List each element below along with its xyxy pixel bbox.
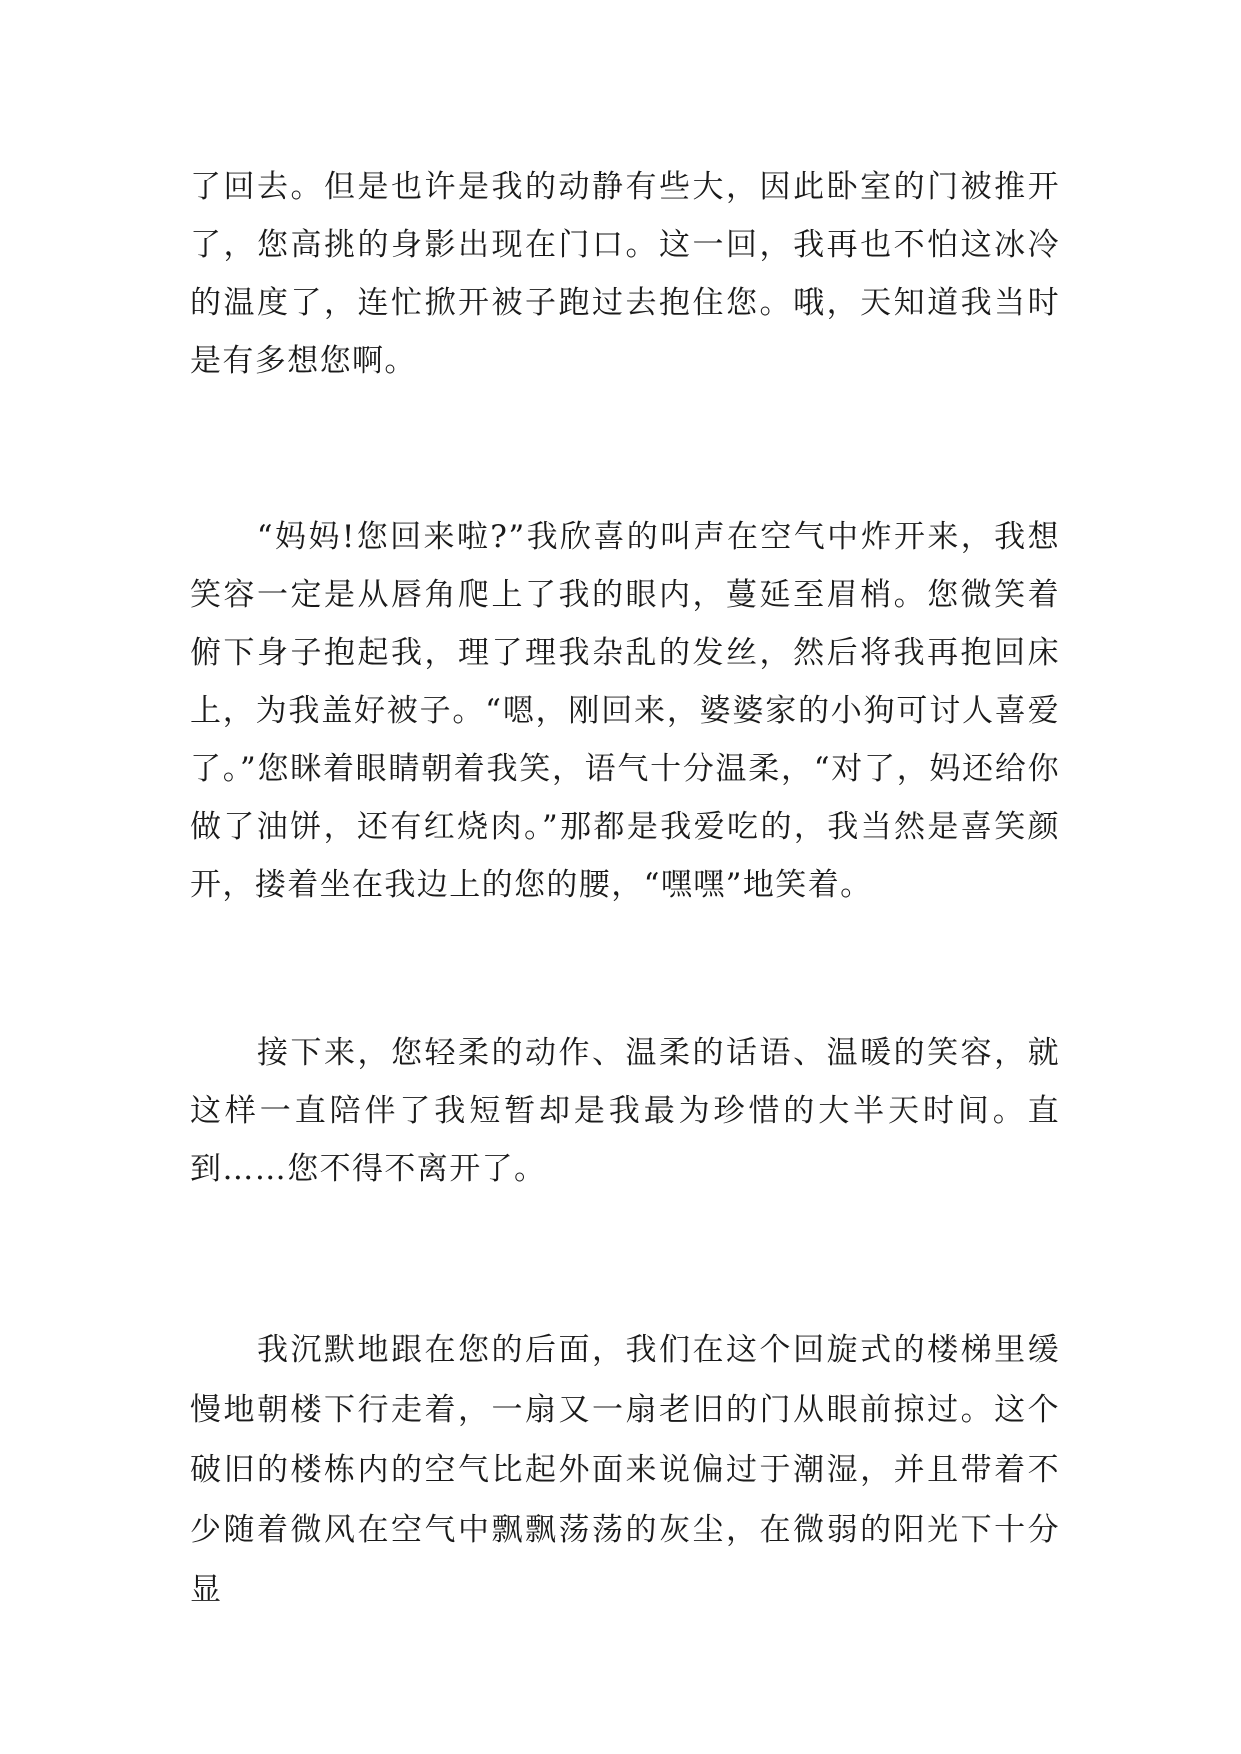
paragraph-3: 接下来，您轻柔的动作、温柔的话语、温暖的笑容，就这样一直陪伴了我短暂却是我最为珍惜的大半天时间。直到……您不得不离开了。 <box>190 1035 1060 1187</box>
paragraph-2: “妈妈!您回来啦?”我欣喜的叫声在空气中炸开来，我想笑容一定是从唇角爬上了我的眼内，蔓延至眉梢。您微笑着俯下身子抱起我，理了理我杂乱的发丝，然后将我再抱回床上，为我盖好被子。“嗯，刚回来，婆婆家的小狗可讨人喜爱了。”您眯着眼睛朝着我笑，语气十分温柔，“对了，妈还给你做了油饼，还有红烧肉。”那都是我爱吃的，我当然是喜笑颜开，搂着坐在我边上的您的腰，“嘿嘿”地笑着。 <box>190 519 1060 903</box>
paragraph-1: 了回去。但是也许是我的动静有些大，因此卧室的门被推开了，您高挑的身影出现在门口。这一回，我再也不怕这冰冷的温度了，连忙掀开被子跑过去抱住您。哦，天知道我当时是有多想您啊。 <box>190 169 1060 379</box>
paragraph-4: 我沉默地跟在您的后面，我们在这个回旋式的楼梯里缓慢地朝楼下行走着，一扇又一扇老旧的门从眼前掠过。这个破旧的楼栋内的空气比起外面来说偏过于潮湿，并且带着不少随着微风在空气中飘飘荡荡的灰尘，在微弱的阳光下十分显 <box>190 1332 1060 1608</box>
